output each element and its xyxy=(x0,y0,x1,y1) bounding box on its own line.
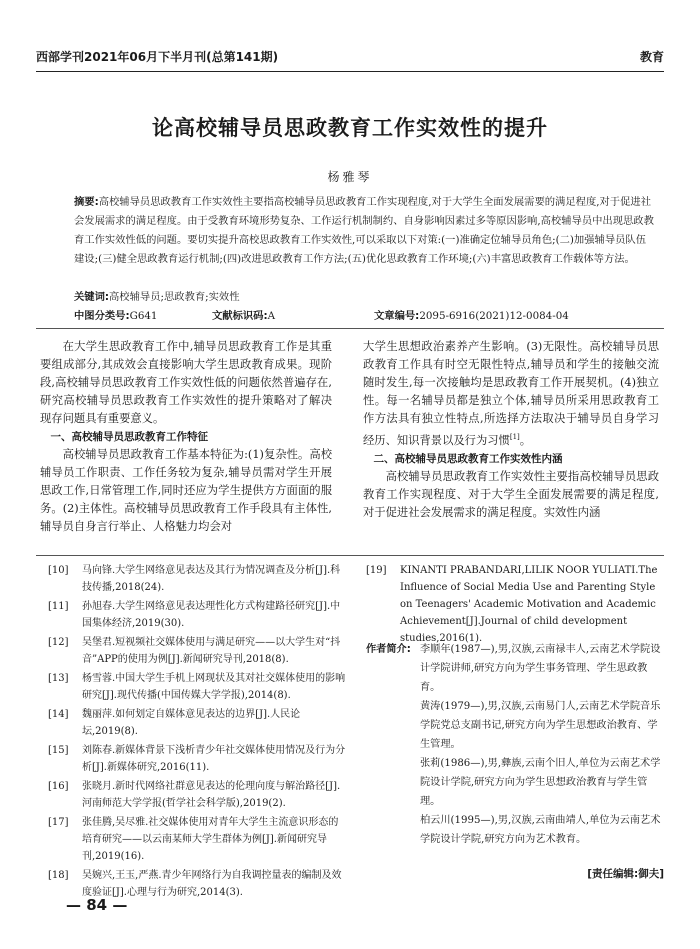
reference-text: KINANTI PRABANDARI,LILIK NOOR YULIATI.The Influence of Social Media Use and Parenting Style on Teenagers' Academic Motivation and Academic Achievement[J].Journal of child development studies,2016(1). xyxy=(400,565,658,644)
reference-item xyxy=(48,598,348,632)
reference-number: [12] xyxy=(48,637,69,648)
bio-label: 作者简介: xyxy=(366,644,411,655)
reference-number: [17] xyxy=(48,817,69,828)
abstract-label: 摘要: xyxy=(74,196,99,208)
body-text: 大学生思想政治素养产生影响。(3)无限性。高校辅导员思政教育工作具有时空无限性特点,辅导员和学生的接触交流随时发生,每一次接触均是思政教育工作开展契机。(4)独立性。每一名辅导员都是独立个体,辅导员所采用思政教育工作方法具有独立性特点,所选择方法取决于辅导员自身学习经历、知识背景以及行为习惯 xyxy=(363,340,659,447)
keywords xyxy=(74,288,656,307)
reference-number: [14] xyxy=(48,709,69,720)
bio-entry: 柏云川(1995—),男,汉族,云南曲靖人,单位为云南艺术学院设计学院,研究方向为艺术教育。 xyxy=(420,815,661,845)
reference-item xyxy=(48,778,348,812)
citation-mark[interactable]: [1] xyxy=(509,433,520,441)
reference-number: [11] xyxy=(48,601,69,612)
reference-text: 刘陈春.新媒体背景下浅析青少年社交媒体使用情况及行为分析[J].新媒体研究,2016(11). xyxy=(82,745,346,773)
abstract-text: 高校辅导员思政教育工作实效性主要指高校辅导员思政教育工作实现程度,对于大学生全面发展需要的满足程度,对于促进社会发展需求的满足程度。由于受教育环境形势复杂、工作运行机制制约、自身影响因素过多等原因影响,高校辅导员中出现思政教育工作实效性低的问题。要切实提升高校思政教育工作实效性,可以采取以下对策:(一)准确定位辅导员角色;(二)加强辅导员队伍建设;(三)健全思政教育运行机制;(四)改进思政教育工作方法;(五)优化思政教育工作环境;(六)丰富思政教育工作载体等方法。 xyxy=(74,196,654,265)
references-right xyxy=(366,562,662,647)
article-author: 杨雅琴 xyxy=(327,170,373,184)
reference-text: 孙旭春.大学生网络意见表达理性化方式构建路径研究[J].中国集体经济,2019(30). xyxy=(82,601,341,629)
reference-number: [19] xyxy=(366,565,387,576)
divider xyxy=(36,328,664,329)
bio-entry: 张莉(1986—),男,彝族,云南个旧人,单位为云南艺术学院设计学院,研究方向为学生思想政治教育与学生管理。 xyxy=(420,758,661,807)
reference-text: 杨雪蓉.中国大学生手机上网现状及其对社交媒体使用的影响研究[J].现代传播(中国传媒大学学报),2014(8). xyxy=(82,673,346,701)
reference-item xyxy=(48,814,348,865)
divider xyxy=(36,555,664,556)
bio-entry: 李顺年(1987—),男,汉族,云南禄丰人,云南艺术学院设计学院讲师,研究方向为学生事务管理、学生思政教育。 xyxy=(420,644,661,693)
reference-text: 张佳腾,吴尽雅.社交媒体使用对青年大学生主流意识形态的培育研究——以云南某师大学生群体为例[J].新闻研究导刊,2019(16). xyxy=(82,817,339,862)
doc-code-label: 文献标识码: xyxy=(212,310,268,322)
bio-entry: 黄涛(1979—),男,汉族,云南易门人,云南艺术学院音乐学院党总支副书记,研究方向为学生思想政治教育、学生管理。 xyxy=(420,701,661,750)
reference-number: [13] xyxy=(48,673,69,684)
body-paragraph xyxy=(363,338,659,450)
reference-number: [15] xyxy=(48,745,69,756)
section-heading: 二、高校辅导员思政教育工作实效性内涵 xyxy=(373,452,563,465)
reference-number: [10] xyxy=(48,565,69,576)
abstract xyxy=(74,193,656,269)
reference-text: 吴婉兴,王玉,严燕.青少年网络行为自我调控量表的编制及效度验证[J].心理与行为研究,2014(3). xyxy=(82,870,342,898)
article-title: 论高校辅导员思政教育工作实效性的提升 xyxy=(152,116,548,140)
reference-item xyxy=(48,742,348,776)
clc-label: 中图分类号: xyxy=(74,310,130,322)
reference-item xyxy=(48,670,348,704)
reference-text: 吴堡君.短视频社交媒体使用与满足研究——以大学生对“抖音”APP的使用为例[J].新闻研究导刊,2018(8). xyxy=(82,637,341,665)
doc-code-value: A xyxy=(267,310,276,322)
article-no-value: 2095-6916(2021)12-0084-04 xyxy=(419,310,569,322)
reference-item xyxy=(48,634,348,668)
body-column-left xyxy=(40,338,332,536)
clc-value: G641 xyxy=(129,310,158,322)
reference-item xyxy=(366,562,662,647)
section-heading: 一、高校辅导员思政教育工作特征 xyxy=(50,431,208,443)
journal-issue: 西部学刊2021年06月下半月刊(总第141期) xyxy=(36,50,279,64)
author-bio xyxy=(366,640,662,849)
section-label: 教育 xyxy=(639,50,664,64)
reference-text: 马向锋.大学生网络意见表达及其行为情况调查及分析[J].科技传播,2018(24). xyxy=(82,565,341,593)
body-paragraph: 高校辅导员思政教育工作基本特征为:(1)复杂性。高校辅导员工作职责、工作任务较为复杂,辅导员需对学生开展思政工作,日常管理工作,同时还应为学生提供方方面面的服务。(2)主体性。高校辅导员思政教育工作手段具有主体性,辅导员自身言行举止、人格魅力均会对 xyxy=(40,448,332,533)
reference-item xyxy=(48,562,348,596)
references-left xyxy=(48,562,348,903)
page-number: — 84 — xyxy=(66,896,128,914)
body-paragraph: 在大学生思政教育工作中,辅导员思政教育工作是其重要组成部分,其成效会直接影响大学生思政教育成果。现阶段,高校辅导员思政教育工作实效性低的问题依然普遍存在,研究高校辅导员思政教育工作实效性的提升策略对了解决现存问题具有重要意义。 xyxy=(40,340,332,425)
article-no-label: 文章编号: xyxy=(374,310,420,322)
body-column-right xyxy=(363,338,659,522)
responsible-editor: [责任编辑:御夫] xyxy=(587,868,664,880)
running-header xyxy=(36,48,664,72)
body-paragraph: 高校辅导员思政教育工作实效性主要指高校辅导员思政教育工作实现程度、对于大学生全面发展需要的满足程度,对于促进社会发展需求的满足程度。实效性内涵 xyxy=(363,469,659,519)
keywords-text: 高校辅导员;思政教育;实效性 xyxy=(109,291,240,303)
reference-text: 张晓月.新时代网络社群意见表达的伦理向度与解治路径[J].河南师范大学学报(哲学社会科学版),2019(2). xyxy=(82,781,341,809)
reference-number: [16] xyxy=(48,781,69,792)
reference-text: 魏丽萍.如何划定自媒体意见表达的边界[J].人民论坛,2019(8). xyxy=(82,709,301,737)
reference-number: [18] xyxy=(48,870,69,881)
keywords-label: 关键词: xyxy=(74,291,110,303)
reference-item xyxy=(48,706,348,740)
body-text-end: 。 xyxy=(519,433,532,447)
